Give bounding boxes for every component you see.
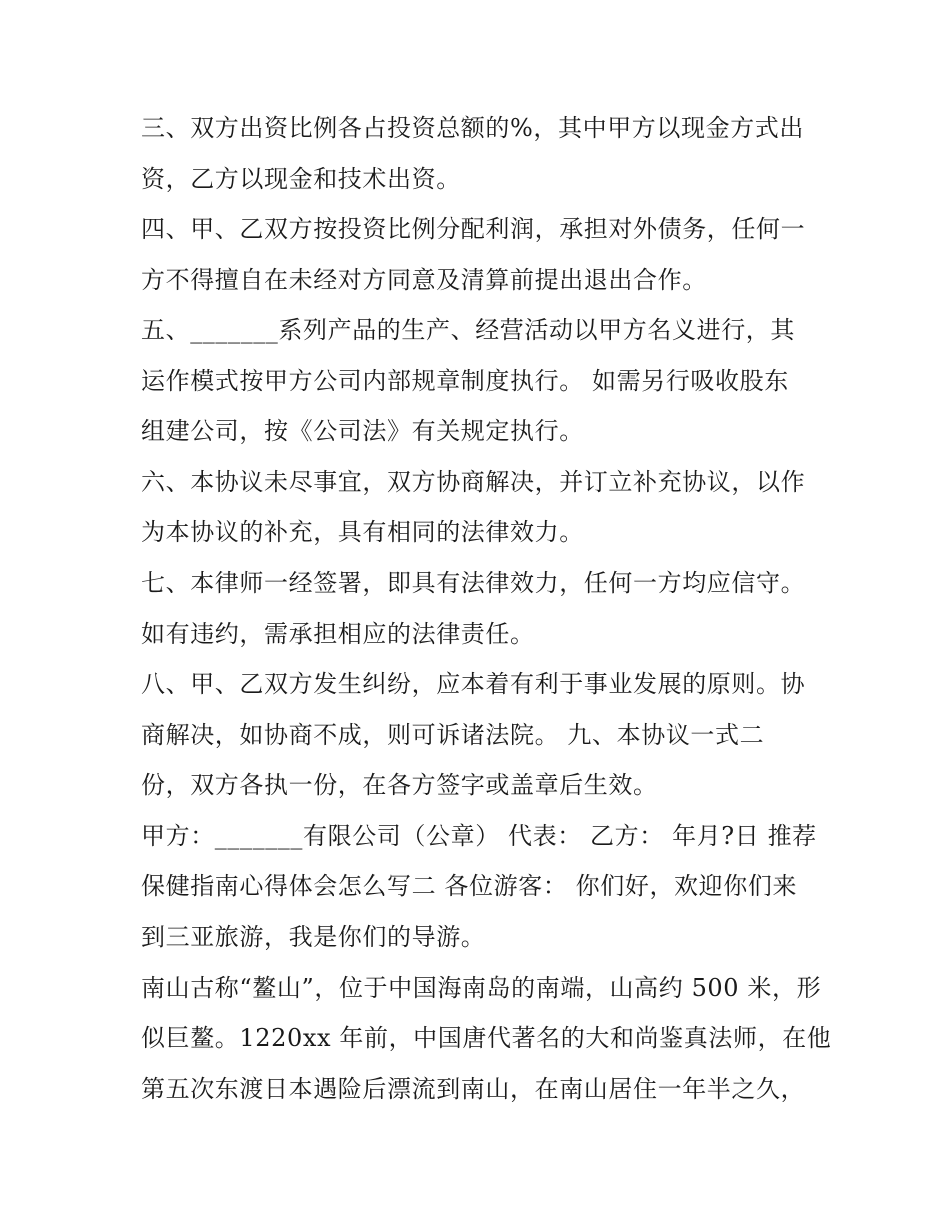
text-line: 保健指南心得体会怎么写二 各位游客： 你们好，欢迎你们来 (141, 872, 798, 900)
text-line: 六、本协议未尽事宜，双方协商解决，并订立补充协议，以作 (141, 468, 806, 496)
text-line: 如有违约，需承担相应的法律责任。 (141, 620, 535, 648)
text-line: 资，乙方以现金和技术出资。 (141, 165, 461, 193)
text-line: 七、本律师一经签署，即具有法律效力，任何一方均应信守。 (141, 569, 806, 597)
text-line: 运作模式按甲方公司内部规章制度执行。 如需另行吸收股东 (141, 367, 789, 395)
text-line: 四、甲、乙双方按投资比例分配利润，承担对外债务，任何一 (141, 215, 806, 243)
text-line: 商解决，如协商不成，则可诉诸法院。 九、本协议一式二 (141, 721, 765, 749)
text-line: 三、双方出资比例各占投资总额的%，其中甲方以现金方式出 (141, 114, 805, 142)
text-line: 为本协议的补充，具有相同的法律效力。 (141, 518, 584, 546)
text-line: 方不得擅自在未经对方同意及清算前提出退出合作。 (141, 266, 707, 294)
text-line: 五、_______系列产品的生产、经营活动以甲方名义进行，其 (141, 316, 795, 344)
text-line: 似巨鳌。1220xx 年前，中国唐代著名的大和尚鉴真法师，在他 (141, 1024, 832, 1052)
text-line: 南山古称“鳌山”，位于中国海南岛的南端，山高约 500 米，形 (141, 974, 822, 1002)
text-line: 甲方：_______有限公司（公章） 代表： 乙方： 年月?日 推荐 (141, 822, 817, 850)
text-line: 第五次东渡日本遇险后漂流到南山，在南山居住一年半之久， (141, 1075, 806, 1103)
text-line: 组建公司，按《公司法》有关规定执行。 (141, 417, 584, 445)
text-line: 八、甲、乙双方发生纠纷，应本着有利于事业发展的原则。协 (141, 670, 806, 698)
text-line: 份，双方各执一份，在各方签字或盖章后生效。 (141, 771, 658, 799)
text-line: 到三亚旅游，我是你们的导游。 (141, 923, 486, 951)
